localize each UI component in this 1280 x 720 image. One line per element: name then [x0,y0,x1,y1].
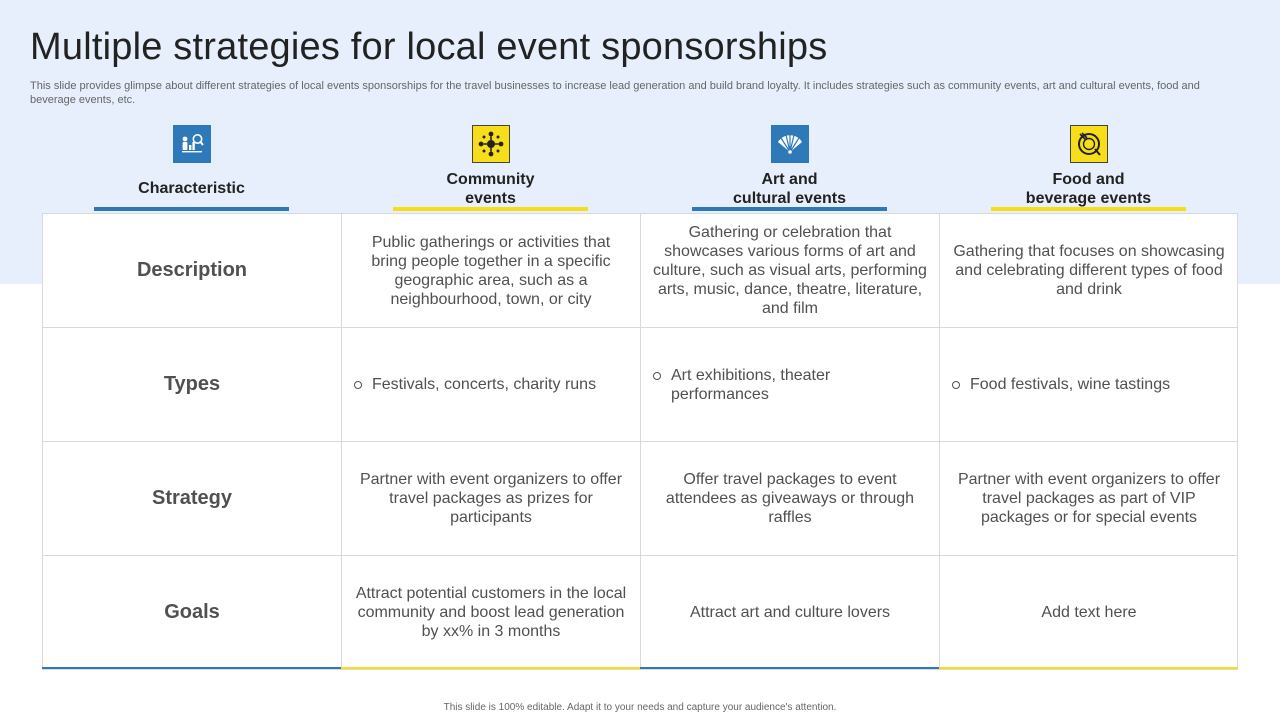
column-header-label [939,170,1238,208]
column-header-label-line2: cultural events [733,190,846,207]
column-header-underline [692,207,887,211]
cell-goals-community: Attract potential customers in the local community and boost lead generation by xx% in 3 months [342,556,641,669]
column-header-food [939,125,1238,213]
bullet-icon [952,381,960,389]
food-plate-icon [1070,125,1108,163]
cell-description-art: Gathering or celebration that showcases various forms of art and culture, such as visual arts, performing arts, music, dance, theatre, literature, and film [641,214,940,328]
cell-description-community: Public gatherings or activities that bring people together in a specific geographic area, such as a neighbourhood, town, or city [342,214,641,328]
column-header-underline [94,207,289,211]
column-header-community [341,125,640,213]
column-header-label-line1: Food and [1052,171,1125,188]
column-header-label-line2: events [465,190,516,207]
list-item-text: Food festivals, wine tastings [970,376,1171,393]
art-fan-icon [771,125,809,163]
column-bottom-accent [341,667,640,669]
list-item [952,375,1170,394]
column-header-label-line1: Art and [761,171,818,188]
column-header-label: Characteristic [138,180,245,197]
column-header-art [640,125,939,213]
cell-description-food: Gathering that focuses on showcasing and celebrating different types of food and drink [940,214,1238,328]
row-label-types: Types [43,328,342,442]
list-item [653,366,843,404]
column-bottom-accent [42,667,341,669]
page-title: Multiple strategies for local event sponsorships [30,26,828,68]
row-label-description: Description [43,214,342,328]
cell-strategy-food: Partner with event organizers to offer travel packages as part of VIP packages or for special events [940,442,1238,556]
cell-goals-food: Add text here [1041,604,1137,621]
row-label-goals: Goals [43,556,342,669]
list-item-text: Art exhibitions, theater performances [671,366,831,403]
column-header-underline [991,207,1186,211]
row-label-strategy: Strategy [43,442,342,556]
column-bottom-accent [939,667,1238,669]
cell-strategy-community: Partner with event organizers to offer travel packages as prizes for participants [342,442,641,556]
column-bottom-accent [640,667,939,669]
community-network-icon [472,125,510,163]
column-header-label-line1: Community [446,171,535,188]
column-header-label-line2: beverage events [1025,190,1152,207]
bullet-icon [354,381,362,389]
strategies-table [42,213,1238,670]
cell-strategy-art: Offer travel packages to event attendees as giveaways or through raffles [641,442,940,556]
column-header-label [640,170,939,208]
cell-types-food [940,328,1238,442]
list-item-text: Festivals, concerts, charity runs [372,376,597,393]
footer-note: This slide is 100% editable. Adapt it to your needs and capture your audience's attention. [443,702,837,713]
cell-types-community [342,328,641,442]
cell-goals-art: Attract art and culture lovers [641,556,940,669]
page-subtitle: This slide provides glimpse about different strategies of local events sponsorships for the travel businesses to increase lead generation and build brand loyalty. It includes strategies such as community events, art and cultural events, food and beverage events, etc. [30,80,1200,106]
column-header-label [341,170,640,208]
team-growth-icon [173,125,211,163]
bullet-icon [653,372,661,380]
column-header-characteristic [42,125,341,213]
column-header-underline [393,207,588,211]
list-item [354,375,596,394]
cell-types-art [641,328,940,442]
